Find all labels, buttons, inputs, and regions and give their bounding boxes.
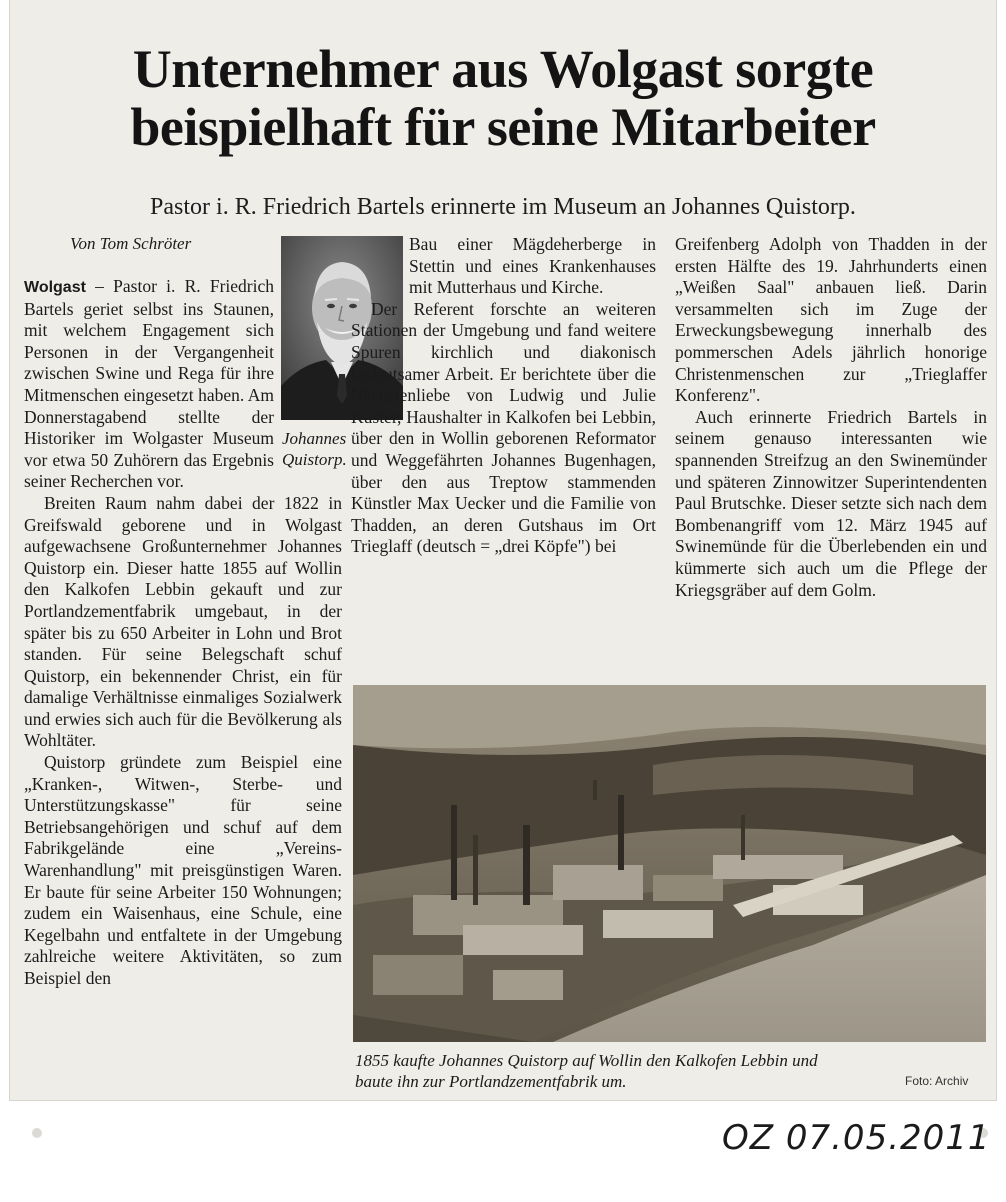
subheadline: Pastor i. R. Friedrich Bartels erinnerte im Museum an Johannes Quistorp. <box>150 194 856 220</box>
article-column-3 <box>675 234 987 601</box>
newspaper-clipping <box>10 0 996 1100</box>
punch-hole <box>32 1128 42 1138</box>
byline: Von Tom Schröter <box>70 234 192 253</box>
paragraph: Der Referent forschte an weiteren Stationen der Umgebung und fand weitere Spuren kirchlich und diakonisch bedeutsamer Arbeit. Er berichtete über die Nächstenliebe von Ludwig und Julie Küster, Haushalter in Kalkofen bei Lebbin, über den in Wollin geborenen Reformator und Weggefährten Johannes Bugenhagen, über den aus Treptow stammenden Künstler Max Uecker und die Familie von Thadden, an deren Gutshaus im Ort Trieglaff (deutsch = „drei Köpfe") bei <box>351 298 656 557</box>
photo-credit: Foto: Archiv <box>905 1074 969 1088</box>
paragraph: Greifenberg Adolph von Thadden in der ersten Hälfte des 19. Jahrhunderts einen „Weißen Saal" anbauen ließ. Darin versammelten sich im Zuge der Erweckungsbewegung innerhalb des pommerschen Adels jährlich honorige Christenmenschen zur „Trieglaffer Konferenz". <box>675 234 987 406</box>
article-column-2 <box>351 234 656 558</box>
paragraph: Breiten Raum nahm dabei der 1822 in Greifswald geborene und in Wolgast aufgewachsene Großunternehmer Johannes Quistorp ein. Dieser hatte 1855 auf Wollin den Kalkofen Lebbin gekauft und zur Portlandzementfabrik umgebaut, in der später bis zu 650 Arbeiter in Lohn und Brot standen. Für seine Belegschaft schuf Quistorp, ein bekennender Christ, ein für damalige Verhältnisse einmaliges Sozialwerk und erwies sich auch für die Bevölkerung als Wohltäter. <box>24 492 342 751</box>
headline-line-2: beispielhaft für seine Mitarbeiter <box>130 97 876 157</box>
portrait-caption-line-1: Johannes <box>282 429 347 448</box>
paragraph: Bau einer Mägdeherberge in Stettin und eines Krankenhauses mit Mutterhaus und Kirche. <box>409 234 656 298</box>
paragraph: Auch erinnerte Friedrich Bartels in seinem genauso interessanten wie spannenden Streifzug an den Swinemünder und späteren Zinnowitzer Superintendenten Paul Brutschke. Dieser setzte sich nach dem Bombenangriff vom 12. März 1945 auf Swinemünde für die Überlebenden ein und kümmerte sich auch um die Pflege der Kriegsgräber auf dem Golm. <box>675 406 987 600</box>
article-column-1 <box>24 276 342 990</box>
photo-caption <box>355 1050 915 1092</box>
factory-photo <box>353 685 986 1042</box>
headline-line-1: Unternehmer aus Wolgast sorgte <box>132 39 874 99</box>
adjacent-article-bleed <box>10 0 996 6</box>
paragraph: Quistorp gründete zum Beispiel eine „Kranken-, Witwen-, Sterbe- und Unterstützungskasse" für seine Betriebsangehörigen und schuf auf dem Fabrikgelände eine „Vereins-Warenhandlung" mit preisgünstigen Waren. Er baute für seine Arbeiter 150 Wohnungen; zudem ein Waisenhaus, eine Schule, eine Kegelbahn und entfaltete in der Umgebung zahlreiche weitere Aktivitäten, so zum Beispiel den <box>24 752 342 988</box>
headline <box>28 40 978 156</box>
handwritten-date: OZ 07.05.2011 <box>722 1118 991 1158</box>
factory-aerial-illustration <box>353 685 986 1042</box>
photo-caption-line-2: baute ihn zur Portlandzementfabrik um. <box>355 1072 627 1091</box>
photo-caption-line-1: 1855 kaufte Johannes Quistorp auf Wollin den Kalkofen Lebbin und <box>355 1051 818 1070</box>
paragraph <box>24 276 274 493</box>
dateline: Wolgast <box>24 279 86 296</box>
paragraph-text: – Pastor i. R. Friedrich Bartels geriet selbst ins Staunen, mit welchem Engagement sich Personen in der Vergangenheit zwischen Swine und Rega für ihre Mitmenschen eingesetzt haben. Am Donnerstagabend stellte der Historiker im Wolgaster Museum vor etwa 50 Zuhörern das Ergebnis seiner Recherchen vor. <box>24 276 275 492</box>
portrait-caption-line-2: Quistorp. <box>282 450 347 469</box>
